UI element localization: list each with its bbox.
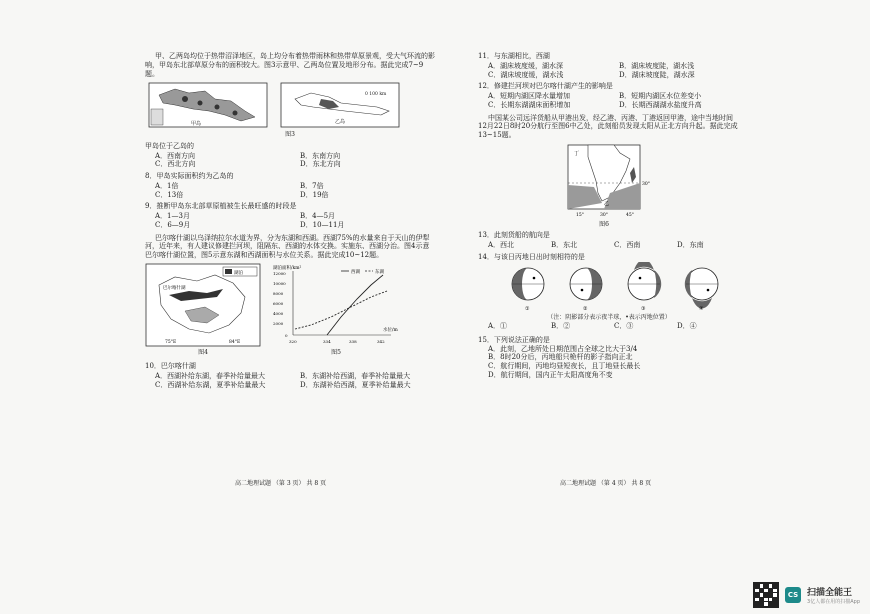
- q14-option-c: C．③: [614, 322, 634, 330]
- q12-option-d: D．长期西湖湖水盐度升高: [619, 100, 702, 109]
- globe-label-1: ①: [525, 305, 530, 312]
- camscanner-logo-icon: CS: [785, 587, 801, 603]
- fig6-lon-15: 15°: [576, 212, 584, 218]
- fig3-label-jia: 甲岛: [191, 121, 202, 128]
- globe-label-2: ②: [583, 305, 588, 312]
- fig5-legend-west: 西湖: [351, 269, 360, 275]
- globe-diagram-4: [685, 268, 718, 312]
- question-13-stem: 13．此刻货船的航向是: [478, 231, 550, 240]
- q10-option-d: D．东湖补给西湖，夏季补给量最大: [300, 380, 411, 389]
- figure-3-caption: 图3: [285, 131, 295, 139]
- q10-option-a: A．西湖补给东湖，春季补给量最大: [155, 372, 266, 380]
- q7-option-a: A．西南方向: [155, 151, 196, 160]
- svg-text:342: 342: [377, 338, 385, 344]
- q7-option-d: D．东北方向: [300, 160, 341, 169]
- scanner-watermark: [753, 582, 860, 608]
- q7-option-c: C．西北方向: [155, 160, 196, 169]
- globe-diagram-2: [570, 268, 602, 312]
- fig4-lon-left: 75°E: [165, 339, 177, 345]
- fig6-lat: 30°: [642, 181, 650, 187]
- intro-q7-9: 甲、乙两岛均位于热带沼泽地区，岛上均分布着热带雨林和热带草原景观，受大气环流的影响，甲岛东北部草原分布的面积较大。图3示意甲、乙两岛位置及地形分布。据此完成7~9题。: [145, 52, 435, 78]
- fig5-ylabel: 湖泊面积/km²: [273, 265, 302, 271]
- intro-q13-15: 中国某公司远洋货船从甲港出发，经乙港、丙港、丁港返回甲港，途中当地时间12月22日8时20分航行至图6中乙处，此刻船员发现太阳从正北方向升起。据此完成13~15题。: [478, 113, 738, 139]
- fig4-lake-label: 巴尔喀什湖: [163, 285, 186, 291]
- q13-option-d: D．东南: [677, 241, 704, 249]
- globe-diagram-1: [512, 268, 544, 312]
- svg-text:2000: 2000: [273, 320, 284, 326]
- fig3-label-yi: 乙岛: [335, 119, 346, 126]
- q14-option-b: B．②: [551, 322, 571, 330]
- svg-text:4000: 4000: [273, 310, 284, 316]
- svg-text:338: 338: [349, 338, 357, 344]
- fig5-east-lake-line: [295, 291, 387, 329]
- q15-option-c: C．航行期间，丙地均昼短夜长，且丁地昼长最长: [488, 362, 641, 370]
- q15-option-b: B．8时20分后，丙地船只桅杆的影子指向正北: [488, 353, 633, 362]
- question-9: [145, 202, 435, 229]
- question-7-stem: 甲岛位于乙岛的: [145, 141, 194, 150]
- q14-sunlight-diagrams: [488, 262, 738, 314]
- question-8-stem: 8．甲岛实际面积约为乙岛的: [145, 172, 234, 180]
- fig6-label-ding: 丁: [574, 150, 580, 157]
- svg-text:334: 334: [323, 338, 331, 344]
- fig4-lon-right: 84°E: [229, 339, 241, 345]
- intro-q10-12: 巴尔喀什湖以乌泽纳拉尔水道为界，分为东湖和西湖。西湖75%的水量来自于天山的伊犁河，近年来，有人建议修建拦河坝，阻隔东、西湖的水体交换。实施东、西湖分治。图4示意巴尔喀什湖位置，图5示意东湖和西湖面积与水位关系。据此完成10~12题。: [145, 233, 430, 259]
- svg-text:8000: 8000: [273, 290, 284, 296]
- q9-option-a: A．1—3月: [155, 212, 190, 220]
- figure-4-caption: 图4: [198, 348, 208, 356]
- fig5-xlabel: 水位/m: [383, 327, 398, 333]
- globe-label-3: ③: [641, 305, 646, 312]
- question-9-stem: 9．推断甲岛东北部草原植被生长最旺盛的时段是: [145, 202, 297, 211]
- fig6-label-yi: 乙: [604, 200, 610, 207]
- q15-option-d: D．航行期间，国内正午太阳高度角不变: [488, 370, 613, 379]
- question-10-stem: 10．巴尔喀什湖: [145, 362, 196, 371]
- q15-option-a: A．此刻，乙地所处日期范围占全球之比大于3/4: [488, 344, 638, 353]
- scanner-tagline: 3亿人都在用的扫描App: [807, 599, 860, 605]
- q8-option-c: C．13倍: [155, 190, 184, 199]
- q12-option-b: B．短期内湖区水位差变小: [619, 92, 702, 100]
- figure-3-maps: [145, 81, 405, 129]
- question-13: [478, 231, 740, 250]
- question-8: [145, 172, 435, 199]
- svg-text:6000: 6000: [273, 300, 284, 306]
- question-12-stem: 12．修建拦河坝对巴尔喀什湖产生的影响是: [478, 82, 613, 91]
- q11-option-c: C．湖床坡度缓，湖水浅: [488, 70, 564, 79]
- q11-option-a: A．湖床坡度缓，湖水深: [488, 61, 564, 70]
- q7-option-b: B．东南方向: [300, 151, 341, 160]
- scanner-brand: 扫描全能王: [807, 588, 853, 598]
- fig6-lon-45: 45°: [626, 212, 634, 218]
- question-11-stem: 11．与东湖相比，西湖: [478, 52, 550, 60]
- svg-text:12000: 12000: [273, 270, 286, 276]
- page-3-footer: 高二地理试题 （第 3 页） 共 8 页: [235, 480, 327, 487]
- q8-option-b: B．7倍: [300, 181, 324, 190]
- svg-text:10000: 10000: [273, 280, 286, 286]
- figure-6-map: [564, 143, 654, 219]
- svg-text:0: 0: [285, 332, 288, 338]
- q13-option-c: C．西南: [614, 241, 641, 249]
- exam-page-4: [478, 52, 740, 380]
- question-7: [145, 142, 435, 169]
- exam-page-3: [145, 52, 435, 390]
- q14-note: （注：阴影部分表示夜半球，•表示丙地位置）: [547, 313, 671, 321]
- q8-option-a: A．1倍: [155, 181, 179, 190]
- question-12: [478, 82, 740, 109]
- svg-text:320: 320: [289, 338, 297, 344]
- question-14-stem: 14．与该日丙地日出时刻相符的是: [478, 252, 585, 261]
- figure-5-chart: [271, 263, 401, 347]
- fig4-legend: 湖泊: [234, 270, 243, 276]
- figure-5-caption: 图5: [331, 348, 341, 356]
- question-14: [478, 253, 740, 331]
- page-4-footer: 高二地理试题 （第 4 页） 共 8 页: [560, 480, 652, 487]
- question-10: [145, 362, 435, 389]
- figure-4-map: [145, 263, 261, 347]
- question-15: [478, 336, 740, 380]
- q13-option-b: B．东北: [551, 241, 578, 249]
- q11-option-b: B．湖床坡度陡，湖水浅: [619, 61, 695, 70]
- q11-option-d: D．湖床坡度陡，湖水深: [619, 70, 695, 79]
- q8-option-d: D．19倍: [300, 190, 329, 199]
- fig3-scale: 0 100 km: [365, 92, 387, 98]
- globe-label-4: ④: [699, 305, 704, 312]
- question-15-stem: 15．下列说法正确的是: [478, 335, 550, 344]
- qr-code-icon: [753, 582, 779, 608]
- fig5-legend-east: 东湖: [375, 269, 384, 275]
- globe-diagram-3: [628, 262, 661, 312]
- fig6-lon-30: 30°: [600, 212, 608, 218]
- fig5-ytick-labels: [273, 271, 288, 338]
- q14-option-d: D．④: [677, 322, 697, 330]
- q9-option-d: D．10—11月: [300, 220, 345, 229]
- q10-option-b: B．东湖补给西湖，春季补给量最大: [300, 372, 411, 380]
- q13-option-a: A．西北: [488, 241, 515, 249]
- q10-option-c: C．西湖补给东湖，夏季补给量最大: [155, 380, 266, 389]
- q14-option-a: A．①: [488, 322, 508, 330]
- fig5-xtick-labels: [289, 339, 385, 344]
- q12-option-c: C．长期东湖湖床面积增加: [488, 100, 571, 109]
- figure-6-caption: 图6: [599, 220, 609, 228]
- q9-option-b: B．4—5月: [300, 212, 336, 220]
- q9-option-c: C．6—9月: [155, 220, 191, 229]
- question-11: [478, 52, 740, 79]
- q12-option-a: A．短期内湖区降水量增加: [488, 92, 571, 100]
